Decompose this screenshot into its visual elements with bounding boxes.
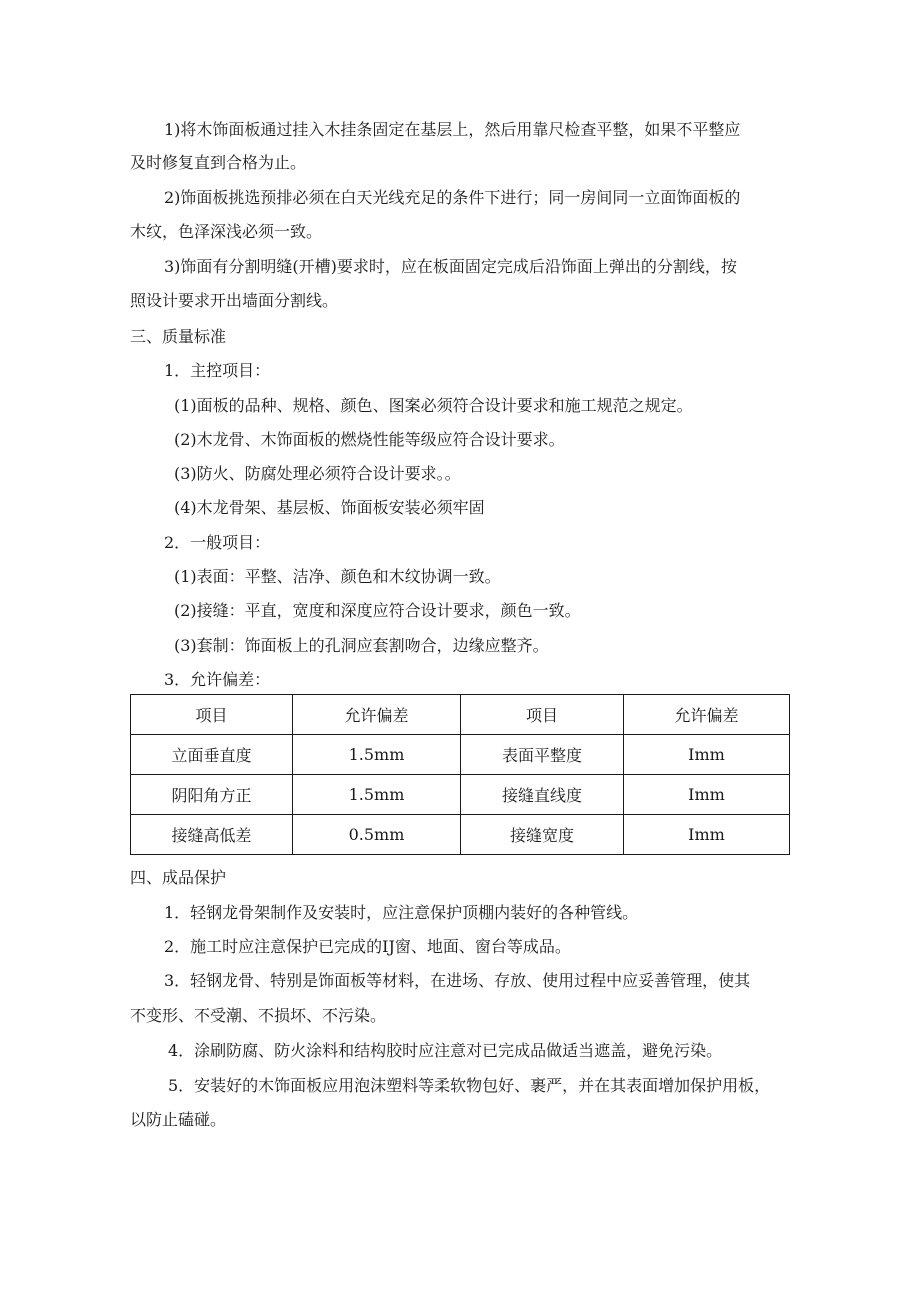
protection-item-5-line-2: 以防止磕碰。 xyxy=(130,1110,227,1129)
general-item-2: (2)接缝：平直，宽度和深度应符合设计要求，颜色一致。 xyxy=(174,601,581,620)
protection-item-2: 2．施工时应注意保护已完成的IJ窗、地面、窗台等成品。 xyxy=(164,937,571,956)
table-cell: 1.5mm xyxy=(293,775,461,815)
tolerance-title: 3．允许偏差： xyxy=(164,670,271,689)
protection-item-3-line-1: 3．轻钢龙骨、特别是饰面板等材料，在进场、存放、使用过程中应妥善管理，使其 xyxy=(164,971,751,990)
install-note-2-line-2: 木纹，色泽深浅必须一致。 xyxy=(130,222,323,241)
table-header-cell: 项目 xyxy=(131,695,293,735)
table-cell: 1.5mm xyxy=(293,735,461,775)
section-title-product-protection: 四、成品保护 xyxy=(130,868,227,887)
protection-item-1: 1．轻钢龙骨架制作及安装时，应注意保护顶棚内装好的各种管线。 xyxy=(164,903,639,922)
general-item-3: (3)套制：饰面板上的孔洞应套割吻合，边缘应整齐。 xyxy=(174,636,549,655)
table-cell: 接缝直线度 xyxy=(461,775,624,815)
table-header-cell: 允许偏差 xyxy=(624,695,790,735)
install-note-1-line-2: 及时修复直到合格为止。 xyxy=(130,153,307,172)
table-row xyxy=(131,735,790,775)
section-title-quality-standard: 三、质量标准 xyxy=(130,327,227,346)
general-items-title: 2．一般项目： xyxy=(164,533,271,552)
install-note-2-line-1: 2)饰面板挑选预排必须在白天光线充足的条件下进行；同一房间同一立面饰面板的 xyxy=(164,188,741,207)
main-item-1: (1)面板的品种、规格、颜色、图案必须符合设计要求和施工规范之规定。 xyxy=(174,396,693,415)
table-row xyxy=(131,815,790,855)
table-header-row xyxy=(131,695,790,735)
protection-item-5-line-1: 5．安装好的木饰面板应用泡沫塑料等柔软物包好、裹严，并在其表面增加保护用板， xyxy=(168,1076,771,1095)
main-item-2: (2)木龙骨、木饰面板的燃烧性能等级应符合设计要求。 xyxy=(174,430,565,449)
main-item-3: (3)防火、防腐处理必须符合设计要求。。 xyxy=(174,464,461,483)
table-cell: Imm xyxy=(624,735,790,775)
install-note-3-line-2: 照设计要求开出墙面分割线。 xyxy=(130,291,339,310)
table-cell: 阴阳角方正 xyxy=(131,775,293,815)
table-cell: 表面平整度 xyxy=(461,735,624,775)
table-cell: 接缝高低差 xyxy=(131,815,293,855)
general-item-1: (1)表面：平整、洁净、颜色和木纹协调一致。 xyxy=(174,567,501,586)
table-header-cell: 允许偏差 xyxy=(293,695,461,735)
table-cell: 立面垂直度 xyxy=(131,735,293,775)
tolerance-table xyxy=(130,694,790,855)
main-control-items-title: 1．主控项目： xyxy=(164,361,271,380)
main-item-4: (4)木龙骨架、基层板、饰面板安装必须牢固 xyxy=(174,498,485,517)
install-note-3-line-1: 3)饰面有分割明缝(开槽)要求时，应在板面固定完成后沿饰面上弹出的分割线，按 xyxy=(164,257,737,276)
protection-item-4: 4．涂刷防腐、防火涂料和结构胶时应注意对已完成品做适当遮盖，避免污染。 xyxy=(168,1041,723,1060)
table-header-cell: 项目 xyxy=(461,695,624,735)
protection-item-3-line-2: 不变形、不受潮、不损坏、不污染。 xyxy=(130,1006,387,1025)
table-row xyxy=(131,775,790,815)
table-cell: 接缝宽度 xyxy=(461,815,624,855)
install-note-1-line-1: 1)将木饰面板通过挂入木挂条固定在基层上，然后用靠尺检查平整，如果不平整应 xyxy=(164,120,741,139)
table-cell: Imm xyxy=(624,775,790,815)
table-cell: Imm xyxy=(624,815,790,855)
table-cell: 0.5mm xyxy=(293,815,461,855)
